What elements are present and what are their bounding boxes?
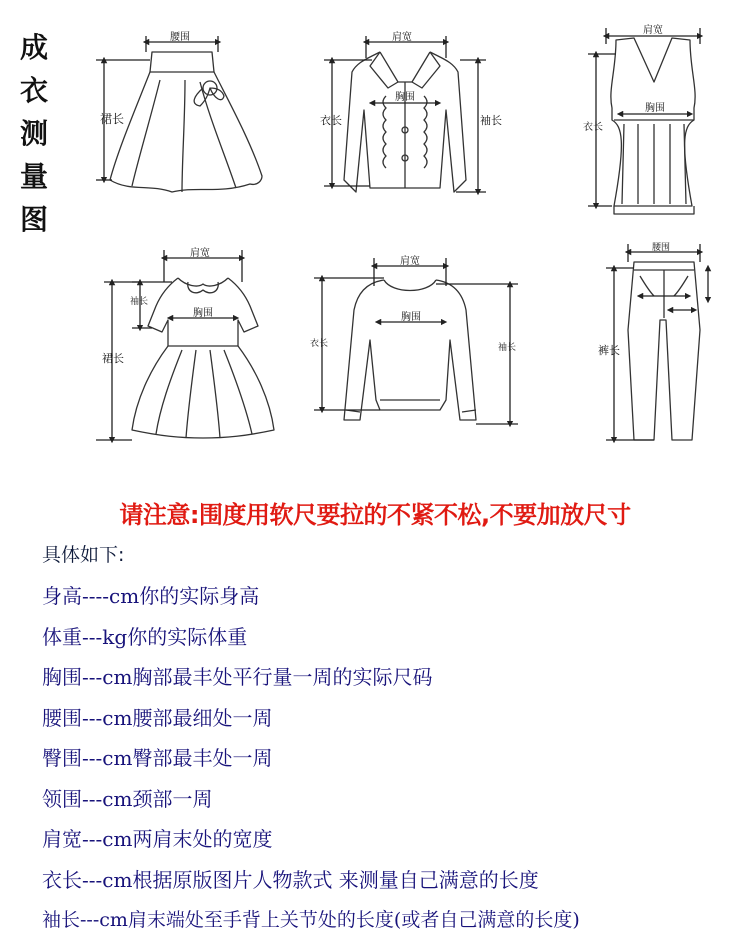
measurement-line-waist: 腰围---cm腰部最细处一周 <box>42 705 273 730</box>
side-title-char: 衣 <box>19 74 48 107</box>
measurement-line-neck: 领围---cm颈部一周 <box>42 786 213 811</box>
vest-figure <box>588 28 700 214</box>
side-title-char: 成 <box>19 31 48 64</box>
jacket-figure <box>324 36 486 192</box>
jacket-bust-label: 胸围 <box>395 92 415 103</box>
measurement-line-shoulder: 肩宽---cm两肩末处的宽度 <box>42 827 273 851</box>
sweater-shoulder-label: 肩宽 <box>400 256 420 267</box>
pants-figure <box>606 244 708 440</box>
sweater-figure <box>314 258 518 424</box>
skirt-waist-label: 腰围 <box>170 32 190 43</box>
measurement-line-height: 身高----cm你的实际身高 <box>42 584 260 608</box>
measurement-details <box>42 540 742 941</box>
vest-bust-label: 胸围 <box>645 103 665 114</box>
pants-length-label: 裤长 <box>598 344 620 357</box>
skirt-length-label: 裙长 <box>100 112 125 126</box>
sweater-bust-label: 胸围 <box>401 312 421 323</box>
dress-sleeve-label: 袖长 <box>130 297 149 307</box>
measurement-line-bust: 胸围---cm胸部最丰处平行量一周的实际尺码 <box>42 665 433 689</box>
vest-length-label: 衣长 <box>583 122 603 133</box>
jacket-sleeve-label: 袖长 <box>480 114 502 127</box>
notice-text: 请注意:围度用软尺要拉的不紧不松,不要加放尺寸 <box>119 501 631 529</box>
dress-figure <box>96 250 274 440</box>
side-title <box>14 26 54 241</box>
side-title-char: 测 <box>19 117 48 150</box>
sweater-length-label: 衣长 <box>310 339 329 349</box>
dress-length-label: 裙长 <box>102 352 124 365</box>
side-title-char: 量 <box>19 160 48 193</box>
dress-shoulder-label: 肩宽 <box>190 248 210 259</box>
pants-waist-label: 腰围 <box>652 243 671 253</box>
side-title-char: 图 <box>19 203 48 236</box>
sweater-sleeve-label: 袖长 <box>498 343 517 353</box>
measurement-line-weight: 体重---kg你的实际体重 <box>42 624 248 649</box>
measurement-line-length: 衣长---cm根据原版图片人物款式 来测量自己满意的长度 <box>42 867 539 892</box>
jacket-shoulder-label: 肩宽 <box>392 32 412 43</box>
dress-bust-label: 胸围 <box>193 308 213 319</box>
measurement-line-hip: 臀围---cm臀部最丰处一周 <box>42 746 273 770</box>
details-intro: 具体如下: <box>42 544 125 566</box>
jacket-length-label: 衣长 <box>320 114 342 127</box>
vest-shoulder-label: 肩宽 <box>643 25 663 36</box>
measurement-line-sleeve: 袖长---cm肩末端处至手背上关节处的长度(或者自己满意的长度) <box>42 909 580 931</box>
